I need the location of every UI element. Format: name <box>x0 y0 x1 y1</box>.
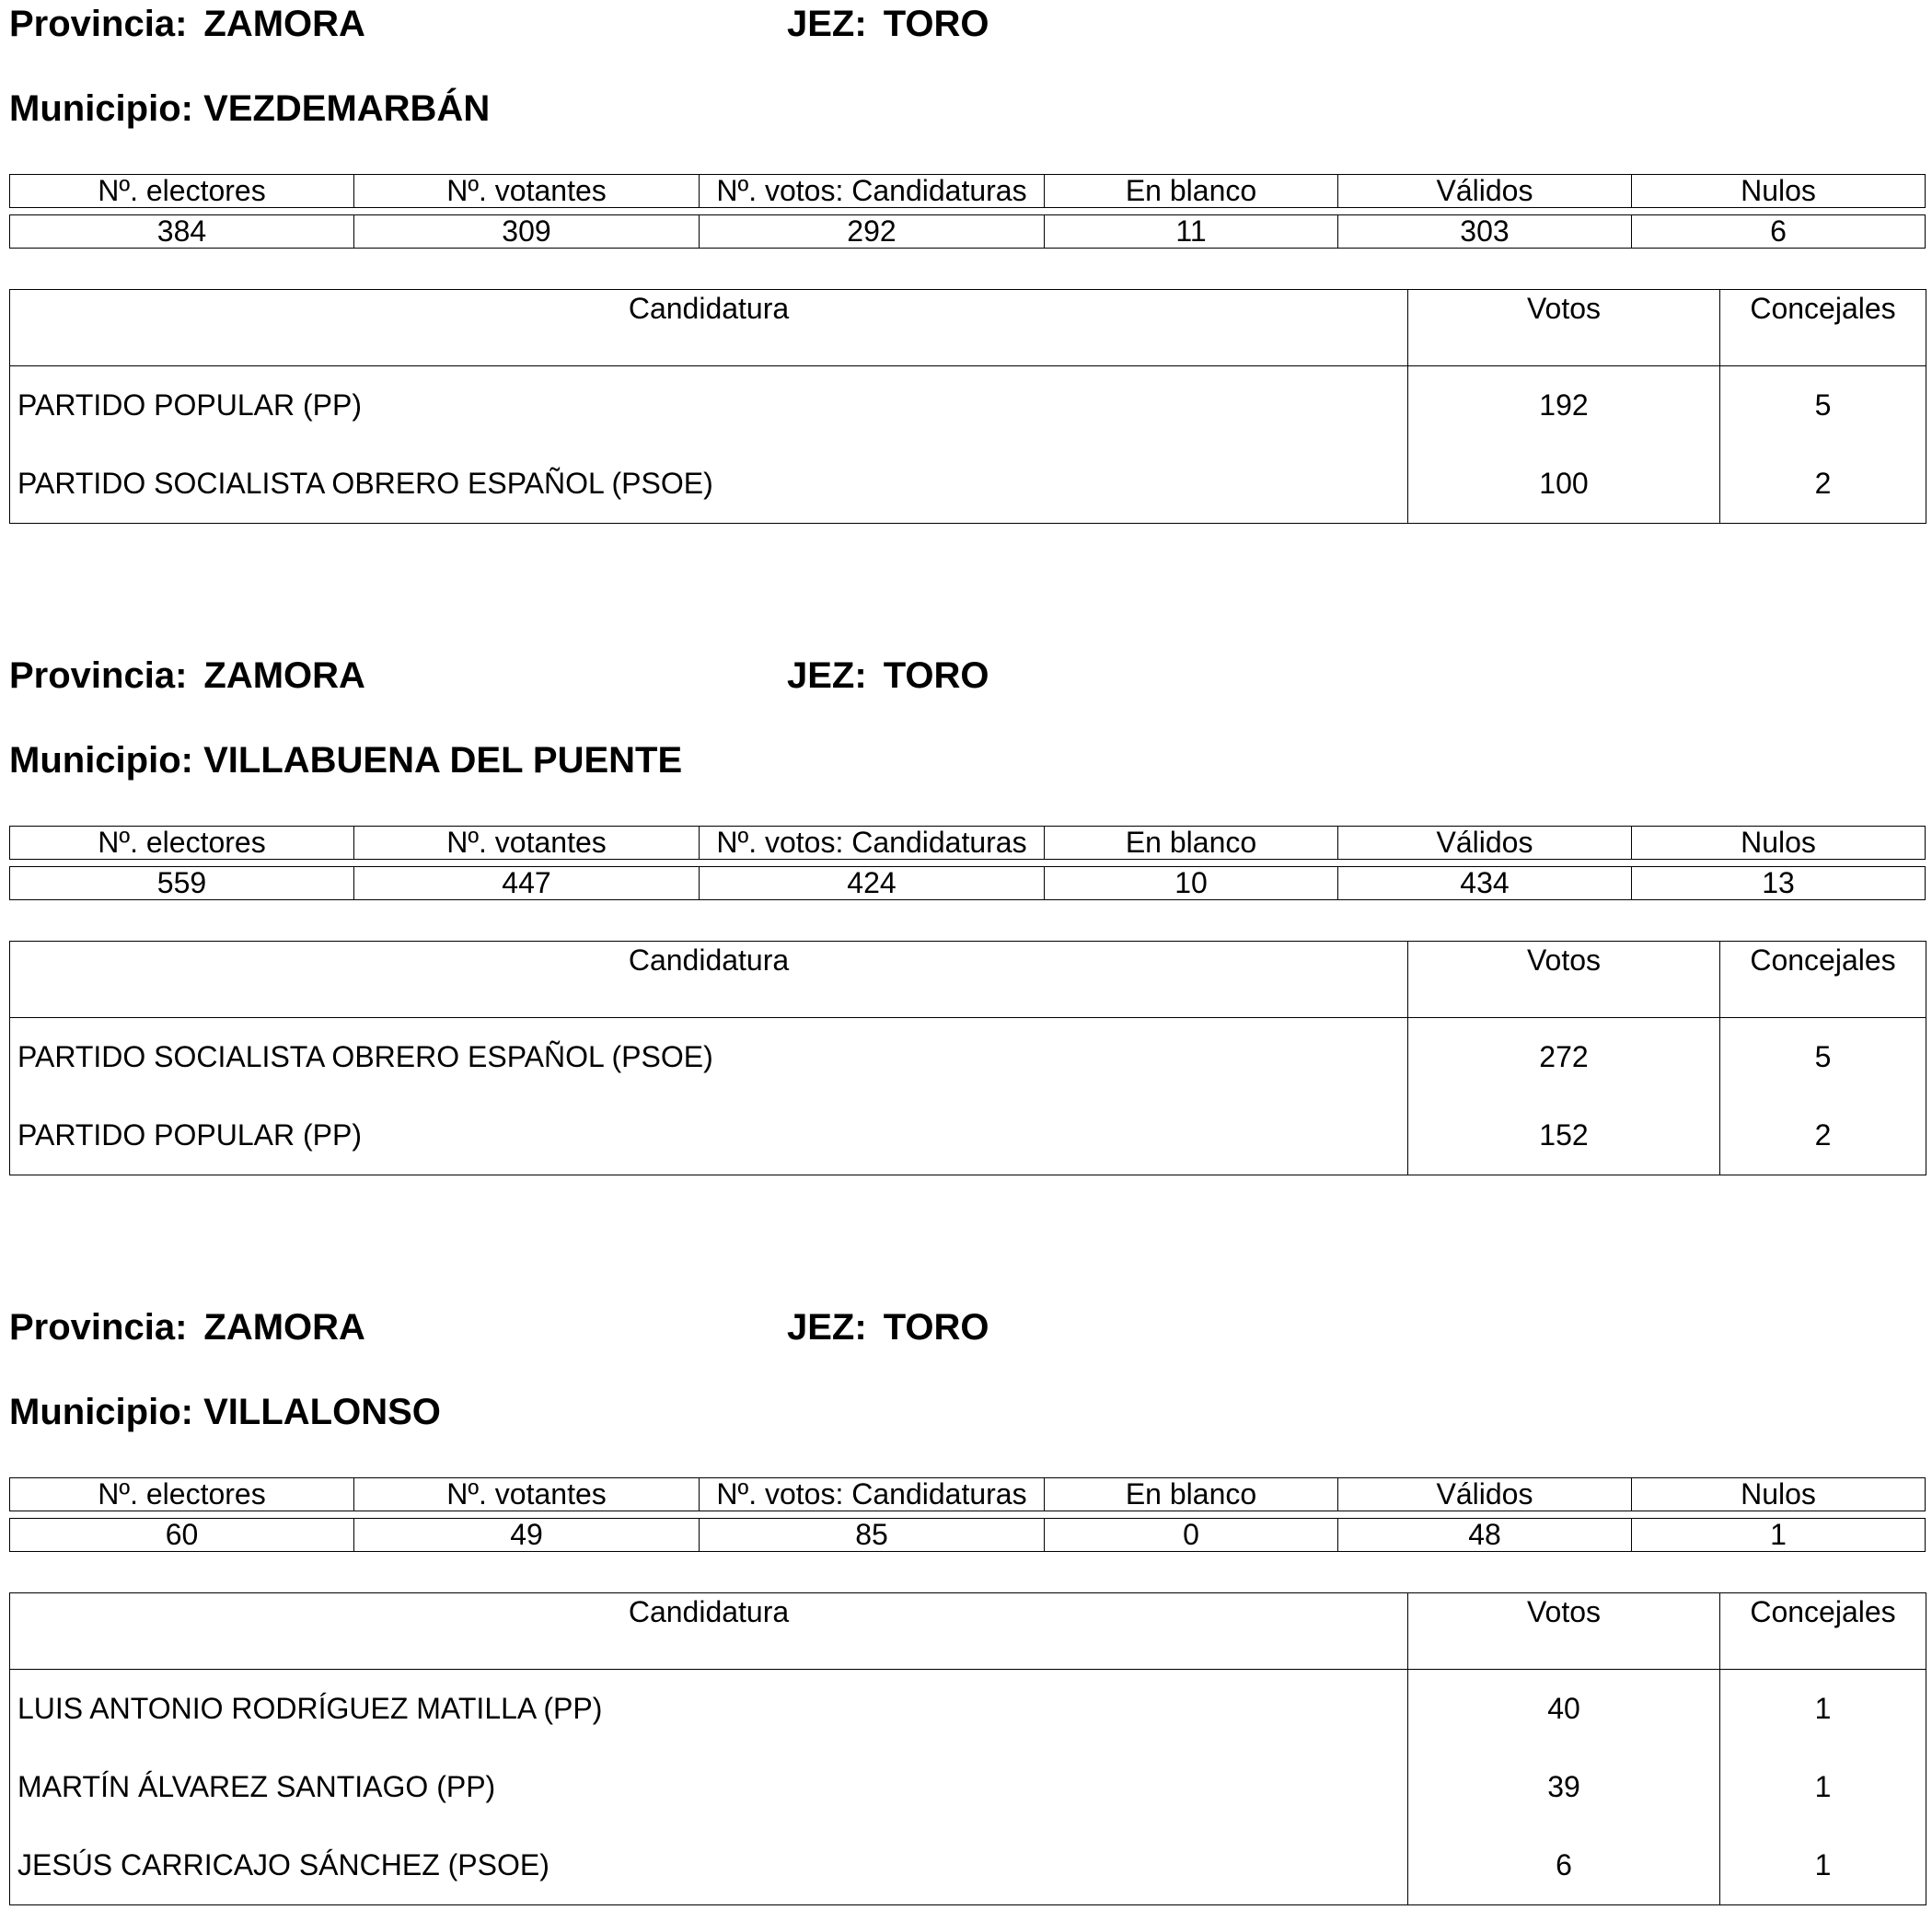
jez-value: TORO <box>883 4 989 44</box>
provincia-heading: Provincia: ZAMORA <box>9 1307 365 1348</box>
stats-table <box>9 168 1926 255</box>
candidate-concejales: 5 <box>1720 1018 1926 1097</box>
stats-header-row <box>9 174 1926 208</box>
stats-value-validos: 48 <box>1338 1518 1632 1552</box>
provincia-value: ZAMORA <box>203 1307 365 1348</box>
stats-value-en-blanco: 0 <box>1045 1518 1338 1552</box>
candidate-concejales: 1 <box>1720 1826 1926 1905</box>
stats-value-nulos: 13 <box>1632 866 1926 900</box>
jez-heading: JEZ: TORO <box>787 655 989 696</box>
candidate-votos: 100 <box>1408 445 1720 524</box>
stats-header-nulos: Nulos <box>1632 174 1926 208</box>
jez-heading: JEZ: TORO <box>787 4 989 44</box>
provincia-value: ZAMORA <box>203 4 365 44</box>
candidate-votos: 40 <box>1408 1670 1720 1749</box>
jez-value: TORO <box>883 1307 989 1348</box>
col-header-votos: Votos <box>1408 942 1720 1018</box>
jez-value: TORO <box>883 655 989 696</box>
stats-header-nulos: Nulos <box>1632 826 1926 860</box>
candidate-votos: 152 <box>1408 1096 1720 1175</box>
candidate-row <box>10 366 1926 446</box>
municipio-heading: Municipio: VEZDEMARBÁN <box>9 88 491 129</box>
candidates-table <box>9 289 1926 524</box>
stats-value-row <box>9 214 1926 249</box>
stats-header-electores: Nº. electores <box>9 1477 354 1511</box>
col-header-votos: Votos <box>1408 290 1720 366</box>
provincia-heading: Provincia: ZAMORA <box>9 4 365 44</box>
col-header-candidatura: Candidatura <box>10 942 1408 1018</box>
stats-header-votos-candidaturas: Nº. votos: Candidaturas <box>700 174 1045 208</box>
candidate-name: PARTIDO SOCIALISTA OBRERO ESPAÑOL (PSOE) <box>10 1018 1408 1097</box>
candidates-header-row <box>10 942 1926 1018</box>
stats-header-en-blanco: En blanco <box>1045 1477 1338 1511</box>
stats-header-nulos: Nulos <box>1632 1477 1926 1511</box>
candidate-votos: 39 <box>1408 1748 1720 1826</box>
col-header-concejales: Concejales <box>1720 1593 1926 1670</box>
candidate-row <box>10 1018 1926 1097</box>
candidate-concejales: 1 <box>1720 1670 1926 1749</box>
stats-value-votantes: 309 <box>354 214 700 249</box>
candidate-concejales: 2 <box>1720 445 1926 524</box>
stats-value-electores: 60 <box>9 1518 354 1552</box>
stats-header-row <box>9 826 1926 860</box>
stats-header-electores: Nº. electores <box>9 174 354 208</box>
stats-value-electores: 384 <box>9 214 354 249</box>
candidate-name: PARTIDO POPULAR (PP) <box>10 366 1408 446</box>
stats-header-votos-candidaturas: Nº. votos: Candidaturas <box>700 826 1045 860</box>
stats-header-votantes: Nº. votantes <box>354 174 700 208</box>
candidates-header-row <box>10 290 1926 366</box>
candidate-name: LUIS ANTONIO RODRÍGUEZ MATILLA (PP) <box>10 1670 1408 1749</box>
stats-table <box>9 819 1926 907</box>
candidate-votos: 192 <box>1408 366 1720 446</box>
stats-value-row <box>9 1518 1926 1552</box>
candidates-table <box>9 941 1926 1175</box>
candidate-votos: 272 <box>1408 1018 1720 1097</box>
candidate-row <box>10 1096 1926 1175</box>
candidate-row <box>10 1670 1926 1749</box>
col-header-candidatura: Candidatura <box>10 290 1408 366</box>
stats-header-votantes: Nº. votantes <box>354 1477 700 1511</box>
candidate-concejales: 1 <box>1720 1748 1926 1826</box>
candidate-row <box>10 1748 1926 1826</box>
municipio-heading: Municipio: VILLABUENA DEL PUENTE <box>9 740 683 781</box>
stats-header-votos-candidaturas: Nº. votos: Candidaturas <box>700 1477 1045 1511</box>
col-header-votos: Votos <box>1408 1593 1720 1670</box>
stats-value-nulos: 1 <box>1632 1518 1926 1552</box>
stats-value-row <box>9 866 1926 900</box>
col-header-concejales: Concejales <box>1720 942 1926 1018</box>
stats-header-validos: Válidos <box>1338 174 1632 208</box>
stats-header-votantes: Nº. votantes <box>354 826 700 860</box>
candidate-row <box>10 445 1926 524</box>
stats-value-validos: 434 <box>1338 866 1632 900</box>
stats-header-en-blanco: En blanco <box>1045 826 1338 860</box>
stats-value-validos: 303 <box>1338 214 1632 249</box>
municipio-heading: Municipio: VILLALONSO <box>9 1392 441 1432</box>
stats-header-validos: Válidos <box>1338 826 1632 860</box>
provincia-heading: Provincia: ZAMORA <box>9 655 365 696</box>
municipio-value: VEZDEMARBÁN <box>203 88 491 129</box>
stats-header-electores: Nº. electores <box>9 826 354 860</box>
municipality-block <box>0 0 1932 652</box>
stats-value-electores: 559 <box>9 866 354 900</box>
stats-header-validos: Válidos <box>1338 1477 1632 1511</box>
candidates-table <box>9 1592 1926 1905</box>
candidate-name: PARTIDO POPULAR (PP) <box>10 1096 1408 1175</box>
candidate-row <box>10 1826 1926 1905</box>
candidate-concejales: 5 <box>1720 366 1926 446</box>
stats-value-en-blanco: 11 <box>1045 214 1338 249</box>
stats-value-votos-candidaturas: 292 <box>700 214 1045 249</box>
stats-value-votantes: 49 <box>354 1518 700 1552</box>
candidate-votos: 6 <box>1408 1826 1720 1905</box>
provincia-value: ZAMORA <box>203 655 365 696</box>
municipality-block <box>0 1303 1932 1910</box>
candidates-header-row <box>10 1593 1926 1670</box>
stats-value-votos-candidaturas: 424 <box>700 866 1045 900</box>
candidate-name: PARTIDO SOCIALISTA OBRERO ESPAÑOL (PSOE) <box>10 445 1408 524</box>
stats-value-votos-candidaturas: 85 <box>700 1518 1045 1552</box>
stats-table <box>9 1471 1926 1558</box>
candidate-concejales: 2 <box>1720 1096 1926 1175</box>
municipality-block <box>0 652 1932 1303</box>
municipio-value: VILLALONSO <box>203 1392 441 1432</box>
stats-header-row <box>9 1477 1926 1511</box>
stats-value-votantes: 447 <box>354 866 700 900</box>
municipio-value: VILLABUENA DEL PUENTE <box>203 740 683 781</box>
candidate-name: MARTÍN ÁLVAREZ SANTIAGO (PP) <box>10 1748 1408 1826</box>
col-header-candidatura: Candidatura <box>10 1593 1408 1670</box>
candidate-name: JESÚS CARRICAJO SÁNCHEZ (PSOE) <box>10 1826 1408 1905</box>
jez-heading: JEZ: TORO <box>787 1307 989 1348</box>
stats-header-en-blanco: En blanco <box>1045 174 1338 208</box>
stats-value-en-blanco: 10 <box>1045 866 1338 900</box>
stats-value-nulos: 6 <box>1632 214 1926 249</box>
col-header-concejales: Concejales <box>1720 290 1926 366</box>
